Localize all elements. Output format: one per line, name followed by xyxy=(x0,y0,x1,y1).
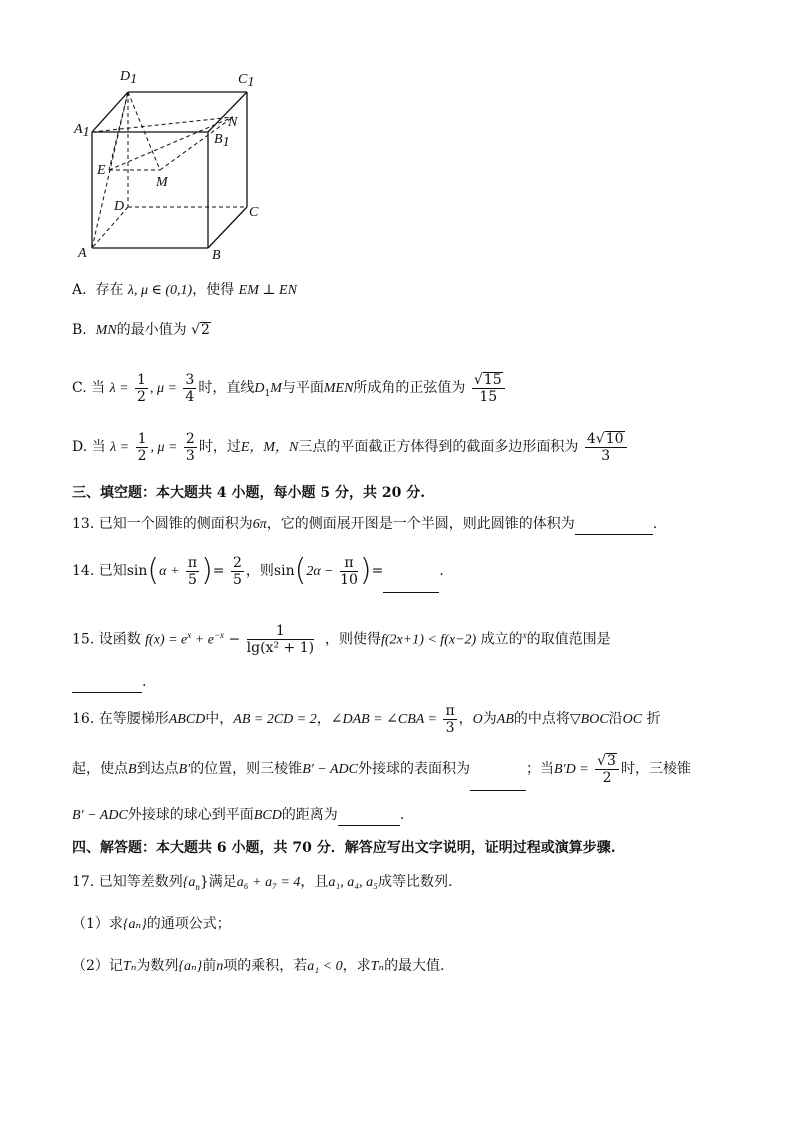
question-15: 15. 设函数 $f(x) = e^x + e^{-x}$ − $\frac{1}{\text{lg(x² + 1)}}$ ，则使得f(2x+1) < f(x−2) 成立的$^x$的取值范围是 xyxy=(72,623,611,657)
option-d: D. 当 λ = $\frac{1}{2}$ , μ = $\frac{2}{3}$ 时，过E，M，N三点的平面截正方体得到的截面多边形面积为 $\frac{4√10}{3}$ xyxy=(72,427,629,468)
label-B1: B1 xyxy=(214,132,230,150)
question-15-blank: . xyxy=(72,672,146,693)
label-M: M xyxy=(156,175,168,190)
section-4-title: 四、解答题：本大题共 6 小题，共 70 分．解答应写出文字说明，证明过程或演算步骤. xyxy=(72,840,616,856)
label-B: B xyxy=(212,248,221,263)
question-13: 13. 已知一个圆锥的侧面积为6π，它的侧面展开图是一个半圆，则此圆锥的体积为 . xyxy=(72,514,657,535)
label-A: A xyxy=(78,246,87,261)
question-17-part-2: （2）记Tₙ为数列{aₙ}前n项的乘积，若a₁ < 0，求Tₙ的最大值. xyxy=(72,958,445,974)
option-c: C. 当 λ = $\frac{1}{2}$ , μ = $\frac{3}{4}$ 时，直线$D_1M$与平面MEN所成角的正弦值为 $\frac{√15}{15}$ xyxy=(72,368,507,414)
option-b: B. MN的最小值为 √2 xyxy=(72,322,210,338)
label-E: E xyxy=(97,163,106,178)
label-D: D xyxy=(114,199,125,214)
label-N: N xyxy=(228,115,238,130)
question-16-line-3: B′ − ADC外接球的球心到平面BCD的距离为 . xyxy=(72,805,404,826)
question-17: 17. 已知等差数列$\{a_n\}$满足a₆ + a₇ = 4，且a₁, a₄, a₅成等比数列. xyxy=(72,874,453,892)
label-A1: A1 xyxy=(74,122,90,140)
label-C1: C1 xyxy=(238,72,255,90)
question-16-line-1: 16. 在等腰梯形ABCD中，AB = 2CD = 2，∠DAB = ∠CBA = $\frac{\pi}{3}$ ，O为AB的中点将▽BOC沿OC 折 xyxy=(72,702,661,736)
label-C: C xyxy=(249,205,259,220)
option-a: A. 存在 λ, μ ∈ (0,1)，使得 EM ⊥ EN xyxy=(72,282,297,298)
section-3-title: 三、填空题：本大题共 4 小题，每小题 5 分，共 20 分. xyxy=(72,485,426,501)
question-14: 14. 已知sin(α + $\frac{\pi}{5}$ )= $\frac{2}{5}$ ，则sin(2α − $\frac{\pi}{10}$ )= . xyxy=(72,550,444,593)
cube-figure xyxy=(72,66,272,266)
question-16-line-2: 起，使点B到达点B′的位置，则三棱锥B′ − ADC外接球的表面积为 ；当B′D = $\frac{√3}{2}$ 时，三棱锥 xyxy=(72,748,691,791)
question-17-part-1: （1）求{aₙ}的通项公式； xyxy=(72,916,231,932)
label-D1: D1 xyxy=(120,69,138,87)
